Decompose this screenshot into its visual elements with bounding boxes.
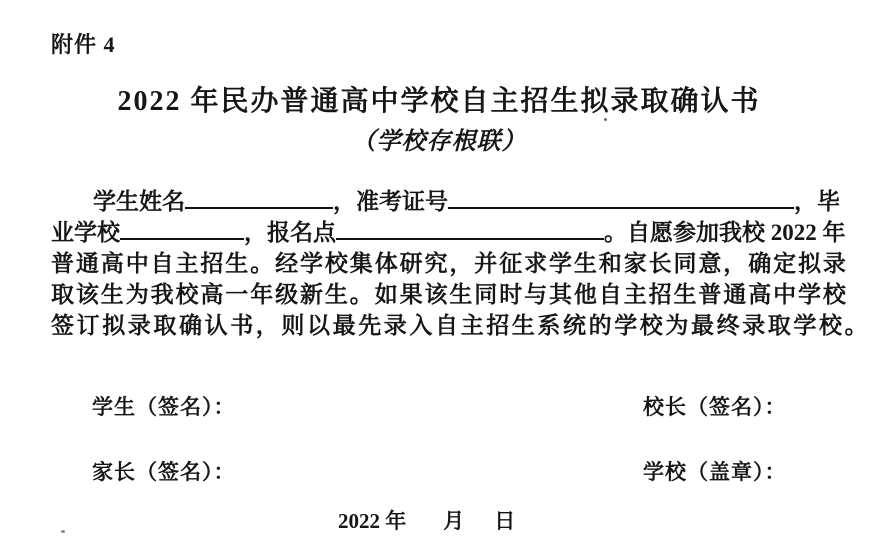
body-line-2 bbox=[51, 217, 851, 248]
scan-artifact-dot bbox=[604, 118, 607, 121]
body-line-5: 签订拟录取确认书，则以最先录入自主招生系统的学校为最终录取学校。 bbox=[51, 313, 871, 338]
date-month-label: 月 bbox=[443, 509, 465, 533]
blank-registration-point bbox=[336, 234, 604, 240]
attachment-label: 附件 4 bbox=[51, 32, 116, 57]
body-line-1-tail: ，毕 bbox=[794, 189, 840, 214]
student-signature-label: 学生（签名）： bbox=[92, 395, 236, 419]
blank-graduate-school bbox=[120, 234, 244, 240]
scan-artifact-dot bbox=[61, 530, 65, 533]
principal-signature-label: 校长（签名）： bbox=[643, 395, 787, 419]
label-exam-number: ，准考证号 bbox=[333, 189, 448, 214]
body-paragraph bbox=[51, 186, 871, 341]
date-day-label: 日 bbox=[494, 509, 516, 533]
form-subtitle-school-stub: （学校存根联） bbox=[351, 129, 527, 155]
label-graduate-school: 业学校 bbox=[51, 220, 120, 245]
blank-exam-number bbox=[448, 203, 794, 209]
blank-student-name bbox=[185, 203, 333, 209]
body-line-3: 普通高中自主招生。经学校集体研究，并征求学生和家长同意，确定拟录 bbox=[51, 251, 848, 276]
body-line-1 bbox=[51, 186, 851, 217]
body-line-4: 取该生为我校高一年级新生。如果该生同时与其他自主招生普通高中学校 bbox=[51, 282, 848, 307]
date-line bbox=[338, 505, 515, 535]
label-registration-point: ，报名点 bbox=[244, 220, 336, 245]
parent-signature-label: 家长（签名）： bbox=[92, 460, 236, 484]
body-line-2-tail: 。自愿参加我校 2022 年 bbox=[604, 220, 846, 245]
school-seal-label: 学校（盖章）： bbox=[643, 460, 787, 484]
label-student-name: 学生姓名 bbox=[93, 189, 185, 214]
date-year-label: 2022 年 bbox=[338, 509, 407, 533]
form-title: 2022 年民办普通高中学校自主招生拟录取确认书 bbox=[117, 86, 761, 117]
